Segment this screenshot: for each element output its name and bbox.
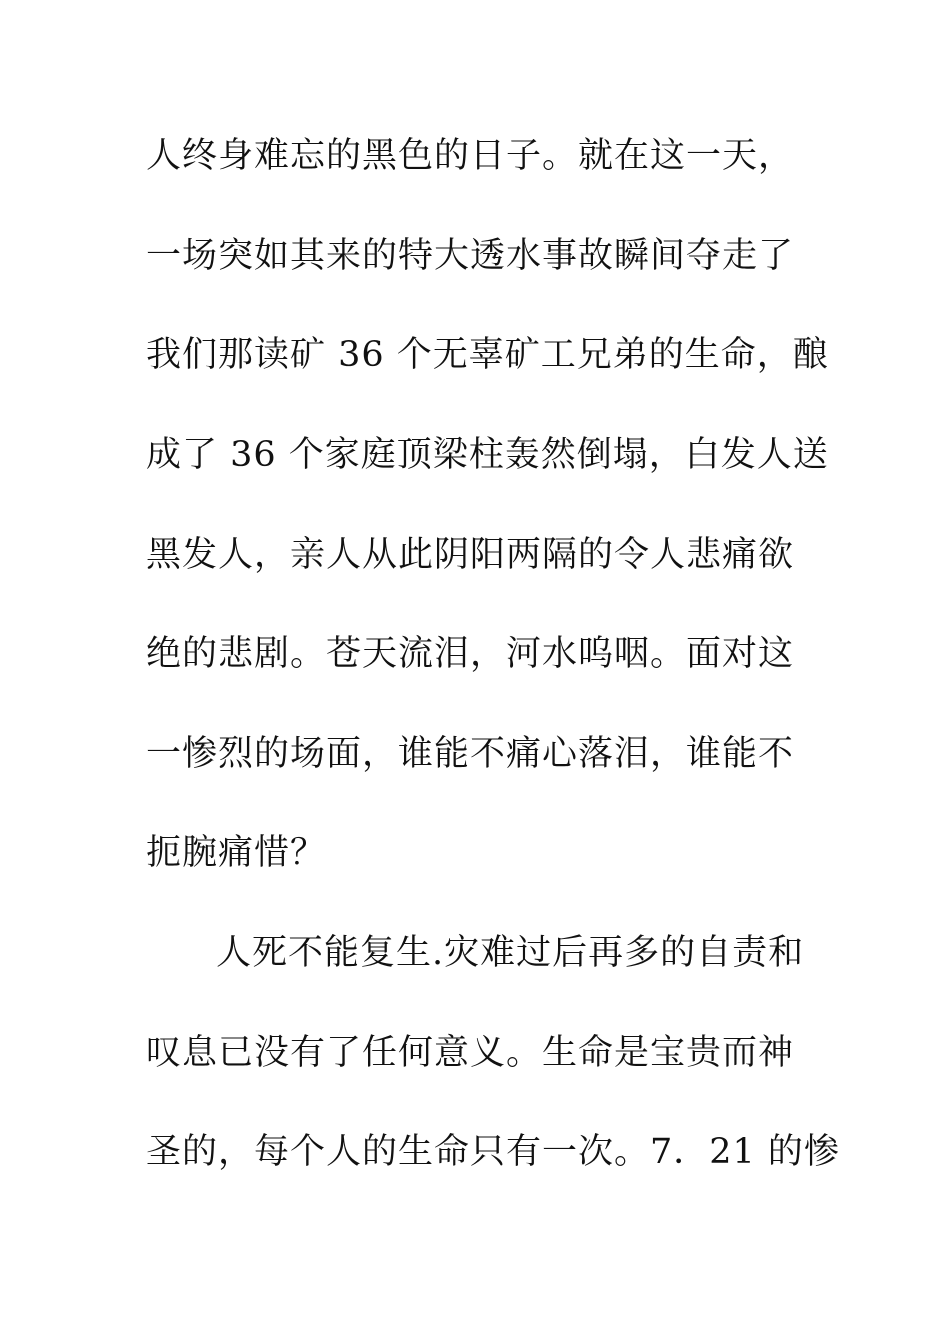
- text-line: 我们那读矿 36 个无辜矿工兄弟的生命，酿: [146, 335, 829, 375]
- text-line: 成了 36 个家庭顶梁柱轰然倒塌，白发人送: [146, 435, 829, 475]
- text-line: 绝的悲剧。苍天流泪，河水呜咽。面对这: [146, 634, 795, 674]
- text-line: 一场突如其来的特大透水事故瞬间夺走了: [146, 236, 795, 276]
- text-line: 人终身难忘的黑色的日子。就在这一天，: [146, 136, 795, 176]
- text-line: 叹息已没有了任何意义。生命是宝贵而神: [146, 1033, 795, 1073]
- text-line: 扼腕痛惜？: [146, 833, 327, 873]
- text-line: 一惨烈的场面，谁能不痛心落泪，谁能不: [146, 734, 795, 774]
- text-line: 圣的，每个人的生命只有一次。7．21 的惨: [146, 1132, 840, 1172]
- text-line: 黑发人，亲人从此阴阳两隔的令人悲痛欲: [146, 535, 795, 575]
- paragraph-start-line: 人死不能复生.灾难过后再多的自责和: [216, 933, 805, 973]
